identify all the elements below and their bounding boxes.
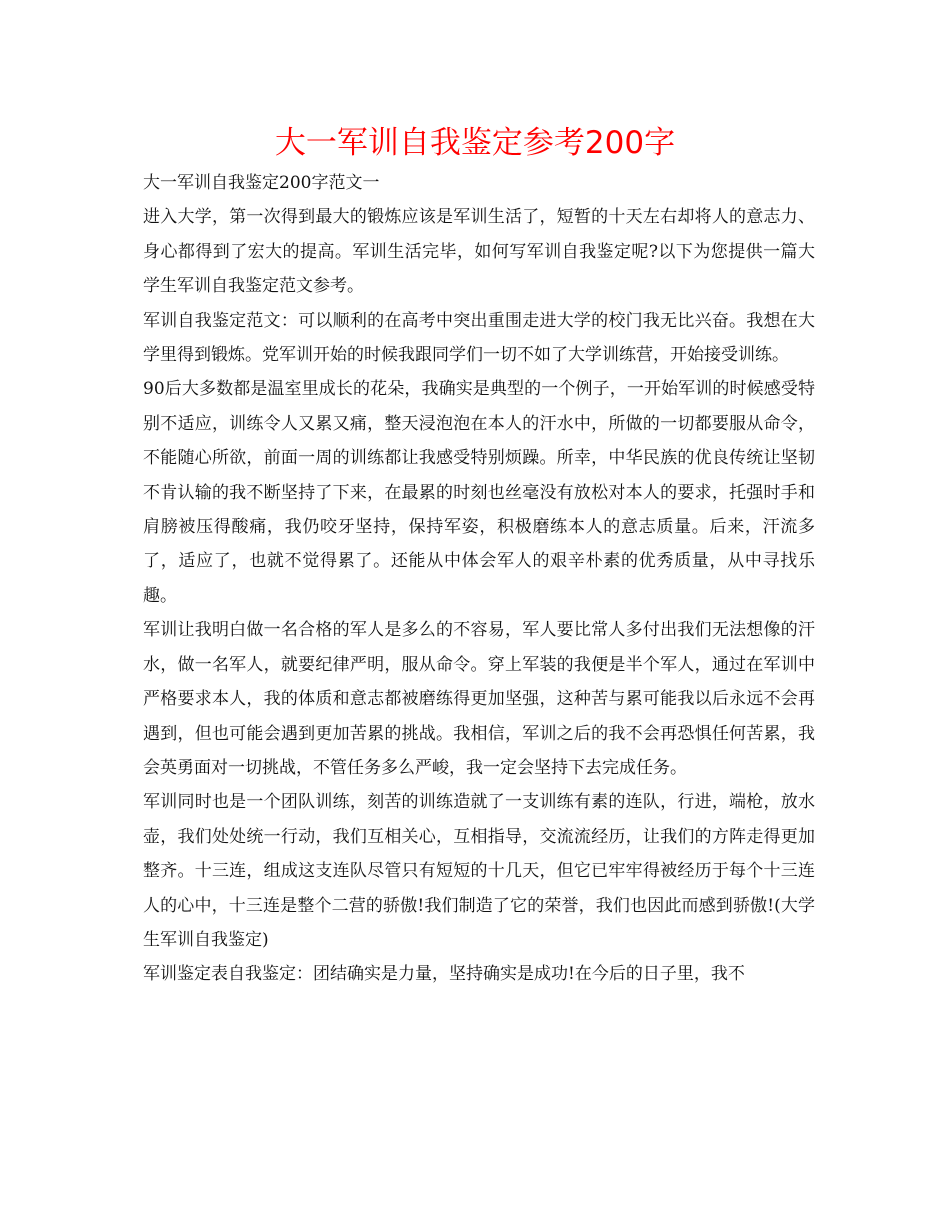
paragraph-evaluation: 军训鉴定表自我鉴定：团结确实是力量，坚持确实是成功!在今后的日子里，我不 — [143, 964, 745, 985]
paragraph-experience: 90后大多数都是温室里成长的花朵，我确实是典型的一个例子，一开始军训的时候感受特别不适应，训练令人又累又痛，整天浸泡泡在本人的汗水中，所做的一切都要服从命令，不能随心所欲，前面一周的训练都让我感受特别烦躁。所幸，中华民族的优良传统让坚韧不肯认输的我不断坚持了下来，在最累的时刻也丝毫没有放松对本人的要求，托强时手和肩膀被压得酸痛，我仍咬牙坚持，保持军姿，积极磨练本人的意志质量。后来，汗流多了，适应了，也就不觉得累了。还能从中体会军人的艰辛朴素的优秀质量，从中寻找乐趣。 — [143, 379, 815, 606]
paragraph-team: 军训同时也是一个团队训练，刻苦的训练造就了一支训练有素的连队，行进，端枪，放水壶，我们处处统一行动，我们互相关心，互相指导，交流流经历，让我们的方阵走得更加整齐。十三连，组成这支连队尽管只有短短的十几天，但它已牢牢得被经历于每个十三连人的心中，十三连是整个二营的骄傲!我们制造了它的荣誉，我们也因此而感到骄傲!(大学生军训自我鉴定) — [143, 792, 815, 950]
paragraph-intro: 进入大学，第一次得到最大的锻炼应该是军训生活了，短暂的十天左右却将人的意志力、身心都得到了宏大的提高。军训生活完毕，如何写军训自我鉴定呢?以下为您提供一篇大学生军训自我鉴定范文参考。 — [143, 207, 815, 297]
document-title: 大一军训自我鉴定参考200字 — [274, 125, 676, 161]
document-body — [143, 166, 815, 992]
paragraph-subtitle: 大一军训自我鉴定200字范文一 — [143, 173, 380, 193]
paragraph-soldier: 军训让我明白做一名合格的军人是多么的不容易，军人要比常人多付出我们无法想像的汗水，做一名军人，就要纪律严明，服从命令。穿上军装的我便是半个军人，通过在军训中严格要求本人，我的体质和意志都被磨练得更加坚强，这种苦与累可能我以后永远不会再遇到，但也可能会遇到更加苦累的挑战。我相信，军训之后的我不会再恐惧任何苦累，我会英勇面对一切挑战，不管任务多么严峻，我一定会坚持下去完成任务。 — [143, 620, 815, 778]
paragraph-sample: 军训自我鉴定范文：可以顺利的在高考中突出重围走进大学的校门我无比兴奋。我想在大学里得到锻炼。党军训开始的时候我跟同学们一切不如了大学训练营，开始接受训练。 — [143, 310, 815, 366]
